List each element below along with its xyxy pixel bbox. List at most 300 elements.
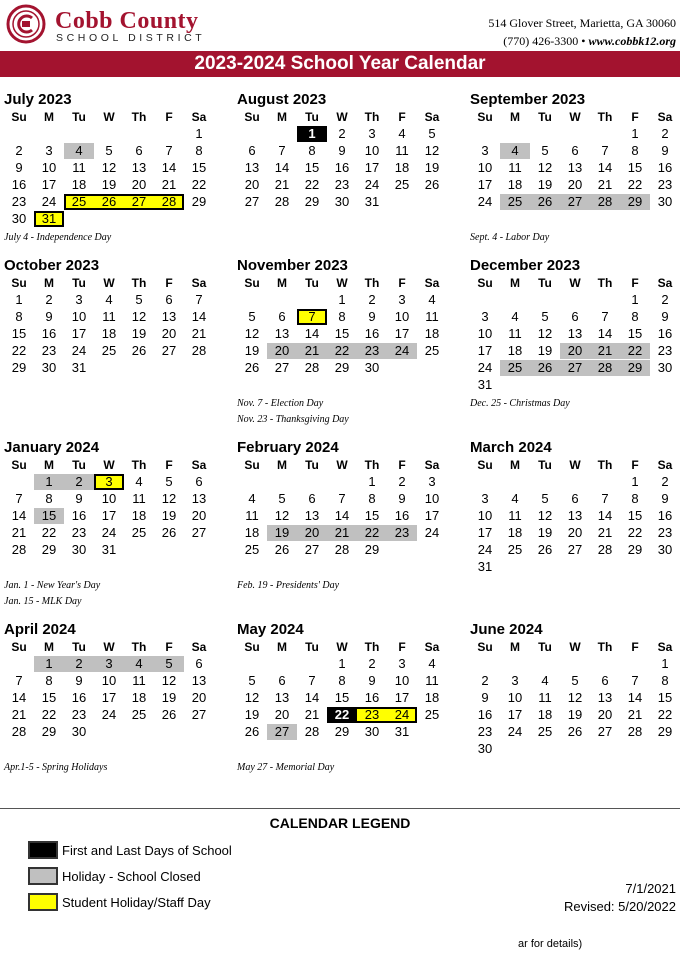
day-cell: 13: [567, 326, 583, 341]
day-cell: 31: [394, 724, 410, 739]
day-cell: 26: [244, 360, 260, 375]
day-cell: 26: [424, 177, 440, 192]
day-cell: 20: [567, 177, 583, 192]
day-cell: 20: [191, 690, 207, 705]
day-cell: 9: [75, 491, 83, 506]
day-cell: 17: [41, 177, 57, 192]
day-cell: 6: [571, 491, 579, 506]
day-cell: 6: [278, 309, 286, 324]
day-header: Sa: [191, 640, 207, 654]
day-header: Th: [131, 110, 147, 124]
day-cell: 23: [11, 194, 27, 209]
day-cell: 14: [334, 508, 350, 523]
holiday-note: Jan. 1 - New Year's Day: [4, 580, 101, 591]
day-cell: 7: [601, 491, 609, 506]
page-title: 2023-2024 School Year Calendar: [0, 51, 680, 77]
day-cell: 8: [661, 673, 669, 688]
legend-label: Holiday - School Closed: [62, 868, 201, 884]
day-header: Tu: [538, 640, 552, 654]
day-cell: 29: [11, 360, 27, 375]
day-header: Th: [131, 458, 147, 472]
day-cell: 11: [132, 491, 146, 506]
day-cell: 27: [304, 542, 320, 557]
day-cell: 17: [477, 177, 493, 192]
day-header: Su: [11, 640, 27, 654]
day-cell: 8: [338, 673, 346, 688]
day-cell: 15: [627, 160, 643, 175]
day-cell: 29: [620, 360, 650, 376]
day-cell: 17: [477, 343, 493, 358]
day-cell: 16: [334, 160, 350, 175]
day-cell: 21: [627, 707, 643, 722]
legend-label: Student Holiday/Staff Day: [62, 894, 211, 910]
day-header: Th: [364, 640, 380, 654]
holiday-note: Sept. 4 - Labor Day: [470, 232, 550, 243]
day-cell: 5: [571, 673, 579, 688]
month-block: [237, 621, 447, 773]
legend-swatch-black: [28, 841, 58, 859]
day-cell: 25: [244, 542, 260, 557]
day-header: Sa: [191, 458, 207, 472]
day-cell: 12: [537, 160, 553, 175]
day-cell: 7: [601, 309, 609, 324]
day-cell: 6: [165, 292, 173, 307]
day-cell: 5: [278, 491, 286, 506]
day-cell: 9: [338, 143, 346, 158]
day-cell: 24: [71, 343, 87, 358]
day-cell: 10: [71, 309, 87, 324]
day-header: Th: [131, 640, 147, 654]
month-grid: [237, 639, 447, 758]
month-grid: [4, 275, 214, 394]
revised-date: Revised: 5/20/2022: [563, 899, 676, 914]
day-cell: 14: [597, 160, 613, 175]
day-cell: 25: [537, 724, 553, 739]
day-cell: 25: [507, 542, 523, 557]
day-cell: 28: [191, 343, 207, 358]
day-cell: 3: [428, 474, 436, 489]
month-block: [470, 257, 680, 409]
day-header: Su: [477, 276, 493, 290]
day-cell: 27: [124, 194, 154, 210]
day-header: W: [336, 458, 348, 472]
day-cell: 8: [631, 309, 639, 324]
day-cell: 25: [394, 177, 410, 192]
day-cell: 8: [631, 143, 639, 158]
month-block: [4, 621, 214, 773]
day-cell: 13: [567, 160, 583, 175]
day-cell: 1: [368, 474, 376, 489]
day-header: Sa: [657, 640, 673, 654]
day-cell: 13: [131, 160, 147, 175]
day-cell: 23: [71, 525, 87, 540]
month-notes: [237, 396, 467, 428]
month-block: [4, 257, 214, 394]
day-cell: 30: [477, 741, 493, 756]
day-cell: 15: [41, 690, 57, 705]
day-cell: 1: [631, 474, 639, 489]
day-header: Tu: [72, 458, 86, 472]
day-cell: 5: [248, 673, 256, 688]
contact-line: [503, 34, 676, 49]
day-cell: 30: [334, 194, 350, 209]
day-header: Su: [477, 458, 493, 472]
day-cell: 25: [131, 707, 147, 722]
day-cell: 17: [507, 707, 523, 722]
day-cell: 9: [75, 673, 83, 688]
day-cell: 5: [428, 126, 436, 141]
day-cell: 20: [161, 326, 177, 341]
day-cell: 28: [590, 194, 620, 210]
day-cell: 21: [597, 525, 613, 540]
day-cell: 19: [244, 707, 260, 722]
day-header: Sa: [657, 458, 673, 472]
month-title: February 2024: [237, 439, 339, 456]
day-header: Sa: [424, 640, 440, 654]
day-cell: 25: [101, 343, 117, 358]
day-header: M: [277, 640, 287, 654]
day-cell: 25: [500, 194, 530, 210]
day-cell: 29: [620, 194, 650, 210]
day-cell: 29: [304, 194, 320, 209]
day-header: Sa: [424, 110, 440, 124]
day-cell: 28: [304, 724, 320, 739]
day-header: Sa: [657, 276, 673, 290]
divider: [0, 808, 680, 809]
month-grid: [470, 275, 680, 394]
day-header: Th: [597, 276, 613, 290]
month-block: [4, 439, 214, 607]
document-dates: [564, 880, 676, 916]
holiday-note: May 27 - Memorial Day: [237, 762, 335, 773]
day-cell: 19: [537, 525, 553, 540]
day-cell: 4: [398, 126, 406, 141]
day-cell: 5: [541, 143, 549, 158]
day-cell: 16: [41, 326, 57, 341]
day-cell: 26: [274, 542, 290, 557]
day-header: W: [569, 640, 581, 654]
day-cell: 23: [657, 177, 673, 192]
month-title: September 2023: [470, 91, 586, 108]
day-cell: 2: [338, 126, 346, 141]
day-header: F: [165, 110, 173, 124]
created-date: 7/1/2021: [625, 881, 676, 896]
day-cell: 14: [597, 326, 613, 341]
day-cell: 29: [41, 542, 57, 557]
legend-swatch-yellow: [28, 893, 58, 911]
day-cell: 2: [661, 292, 669, 307]
month-notes: [4, 578, 234, 610]
day-cell: 19: [161, 690, 177, 705]
day-cell: 6: [278, 673, 286, 688]
day-cell: 4: [428, 656, 436, 671]
day-cell: 17: [364, 160, 380, 175]
day-cell: 26: [244, 724, 260, 739]
day-cell: 20: [597, 707, 613, 722]
day-header: Su: [477, 640, 493, 654]
day-cell: 17: [71, 326, 87, 341]
day-cell: 21: [597, 177, 613, 192]
day-cell: 21: [161, 177, 177, 192]
day-cell: 10: [101, 491, 117, 506]
day-cell: 10: [394, 309, 410, 324]
day-cell: 21: [304, 707, 320, 722]
day-cell: 24: [364, 177, 380, 192]
day-cell: 18: [424, 690, 440, 705]
day-header: F: [631, 640, 639, 654]
day-header: W: [336, 110, 348, 124]
month-title: August 2023: [237, 91, 327, 108]
day-header: F: [165, 640, 173, 654]
day-cell: 22: [191, 177, 207, 192]
day-header: F: [398, 458, 406, 472]
day-cell: 22: [657, 707, 673, 722]
day-cell: 19: [101, 177, 117, 192]
day-header: M: [44, 110, 54, 124]
day-cell: 12: [131, 309, 147, 324]
day-cell: 19: [244, 343, 260, 358]
month-grid: [470, 109, 680, 228]
day-cell: 14: [161, 160, 177, 175]
day-cell: 15: [334, 690, 350, 705]
day-cell: 17: [394, 690, 410, 705]
day-cell: 8: [338, 309, 346, 324]
day-header: Th: [364, 110, 380, 124]
day-cell: 14: [304, 326, 320, 341]
day-header: Tu: [538, 458, 552, 472]
day-header: Su: [244, 458, 260, 472]
day-cell: 6: [195, 474, 203, 489]
day-cell: 29: [657, 724, 673, 739]
day-cell: 8: [45, 491, 53, 506]
day-cell: 17: [101, 508, 117, 523]
day-cell: 7: [278, 143, 286, 158]
day-cell: 31: [477, 377, 493, 392]
day-cell: 15: [191, 160, 207, 175]
day-cell: 16: [364, 690, 380, 705]
day-cell: 24: [477, 360, 493, 375]
day-header: Th: [597, 458, 613, 472]
day-cell: 30: [657, 194, 673, 209]
day-cell: 3: [45, 143, 53, 158]
day-cell: 11: [508, 160, 522, 175]
day-cell: 18: [507, 525, 523, 540]
day-cell: 8: [368, 491, 376, 506]
day-cell: 15: [11, 326, 27, 341]
month-title: November 2023: [237, 257, 348, 274]
day-cell: 24: [424, 525, 440, 540]
day-cell: 1: [34, 656, 64, 672]
day-cell: 20: [567, 525, 583, 540]
day-cell: 9: [368, 309, 376, 324]
day-cell: 28: [274, 194, 290, 209]
day-cell: 29: [627, 542, 643, 557]
day-cell: 5: [135, 292, 143, 307]
day-cell: 20: [560, 343, 590, 359]
holiday-note: July 4 - Independence Day: [4, 232, 112, 243]
day-header: F: [165, 458, 173, 472]
day-cell: 12: [101, 160, 117, 175]
day-cell: 19: [537, 177, 553, 192]
day-cell: 1: [34, 474, 64, 490]
day-cell: 3: [94, 474, 124, 490]
day-header: M: [277, 110, 287, 124]
day-cell: 7: [15, 491, 23, 506]
day-cell: 27: [567, 542, 583, 557]
month-notes: [470, 396, 680, 412]
day-cell: 29: [364, 542, 380, 557]
day-cell: 28: [11, 542, 27, 557]
day-cell: 8: [308, 143, 316, 158]
legend-label: First and Last Days of School: [62, 842, 232, 858]
day-cell: 6: [248, 143, 256, 158]
day-header: M: [44, 640, 54, 654]
day-cell: 15: [334, 326, 350, 341]
day-header: F: [398, 110, 406, 124]
website-link[interactable]: www.cobbk12.org: [588, 34, 676, 48]
day-cell: 11: [425, 673, 439, 688]
day-cell: 27: [191, 707, 207, 722]
month-grid: [4, 457, 214, 576]
day-cell: 18: [244, 525, 260, 540]
day-cell: 27: [560, 194, 590, 210]
day-cell: 23: [657, 525, 673, 540]
header: [0, 0, 680, 50]
day-cell: 2: [368, 292, 376, 307]
day-cell: 7: [15, 673, 23, 688]
day-cell: 30: [657, 542, 673, 557]
holiday-note: Nov. 23 - Thanksgiving Day: [237, 414, 349, 425]
day-header: W: [569, 110, 581, 124]
month-grid: [470, 639, 680, 758]
day-cell: 12: [274, 508, 290, 523]
month-title: December 2023: [470, 257, 581, 274]
day-cell: 12: [244, 326, 260, 341]
day-cell: 24: [387, 343, 417, 359]
holiday-note: Feb. 19 - Presidents' Day: [237, 580, 340, 591]
day-cell: 30: [71, 542, 87, 557]
day-cell: 1: [338, 292, 346, 307]
day-cell: 31: [477, 559, 493, 574]
day-cell: 1: [631, 126, 639, 141]
month-notes: [4, 760, 234, 776]
day-cell: 20: [191, 508, 207, 523]
day-cell: 16: [11, 177, 27, 192]
day-cell: 18: [424, 326, 440, 341]
day-cell: 10: [41, 160, 57, 175]
day-cell: 20: [131, 177, 147, 192]
day-cell: 3: [368, 126, 376, 141]
day-cell: 25: [131, 525, 147, 540]
day-cell: 27: [560, 360, 590, 376]
day-cell: 8: [15, 309, 23, 324]
day-cell: 6: [601, 673, 609, 688]
day-cell: 11: [538, 690, 552, 705]
day-cell: 16: [657, 160, 673, 175]
day-cell: 25: [64, 194, 94, 210]
day-cell: 2: [661, 474, 669, 489]
day-cell: 4: [500, 143, 530, 159]
separator: •: [578, 34, 589, 48]
day-header: Th: [597, 110, 613, 124]
day-cell: 30: [364, 724, 380, 739]
day-header: W: [103, 458, 115, 472]
day-cell: 4: [428, 292, 436, 307]
org-name: Cobb County: [55, 8, 199, 34]
day-cell: 18: [507, 177, 523, 192]
day-cell: 11: [132, 673, 146, 688]
day-cell: 9: [15, 160, 23, 175]
month-title: January 2024: [4, 439, 100, 456]
day-cell: 26: [567, 724, 583, 739]
month-grid: [470, 457, 680, 576]
day-cell: 23: [387, 525, 417, 541]
day-cell: 22: [11, 343, 27, 358]
day-header: Th: [364, 458, 380, 472]
day-cell: 15: [627, 508, 643, 523]
day-cell: 8: [45, 673, 53, 688]
day-cell: 4: [511, 491, 519, 506]
day-cell: 14: [304, 690, 320, 705]
day-cell: 16: [657, 508, 673, 523]
day-cell: 3: [511, 673, 519, 688]
month-notes: [237, 760, 467, 776]
day-cell: 18: [131, 690, 147, 705]
day-header: W: [103, 110, 115, 124]
legend-item-first-last: [28, 839, 232, 861]
day-cell: 13: [244, 160, 260, 175]
day-cell: 28: [304, 360, 320, 375]
footer-fragment: ar for details): [518, 938, 583, 950]
day-cell: 27: [191, 525, 207, 540]
month-grid: [237, 109, 447, 228]
holiday-note: Nov. 7 - Election Day: [237, 398, 324, 409]
day-cell: 11: [102, 309, 116, 324]
day-cell: 15: [364, 508, 380, 523]
day-cell: 16: [71, 690, 87, 705]
day-header: F: [631, 458, 639, 472]
day-cell: 2: [661, 126, 669, 141]
day-cell: 28: [597, 542, 613, 557]
day-cell: 30: [364, 360, 380, 375]
month-block: [470, 91, 680, 243]
day-cell: 5: [105, 143, 113, 158]
day-header: Sa: [191, 110, 207, 124]
day-cell: 23: [357, 707, 387, 723]
day-cell: 3: [75, 292, 83, 307]
day-cell: 17: [477, 525, 493, 540]
day-header: Tu: [305, 110, 319, 124]
day-header: M: [44, 276, 54, 290]
day-header: W: [569, 458, 581, 472]
day-cell: 24: [387, 707, 417, 723]
month-block: [237, 91, 447, 228]
district-logo-icon: [6, 4, 46, 44]
day-cell: 13: [567, 508, 583, 523]
month-grid: [237, 275, 447, 394]
day-cell: 9: [45, 309, 53, 324]
holiday-note: Apr.1-5 - Spring Holidays: [4, 762, 108, 773]
day-cell: 24: [101, 707, 117, 722]
day-cell: 4: [511, 309, 519, 324]
day-cell: 23: [657, 343, 673, 358]
day-cell: 1: [631, 292, 639, 307]
day-cell: 16: [657, 326, 673, 341]
day-cell: 30: [71, 724, 87, 739]
day-cell: 6: [571, 309, 579, 324]
day-cell: 28: [11, 724, 27, 739]
day-cell: 19: [567, 707, 583, 722]
